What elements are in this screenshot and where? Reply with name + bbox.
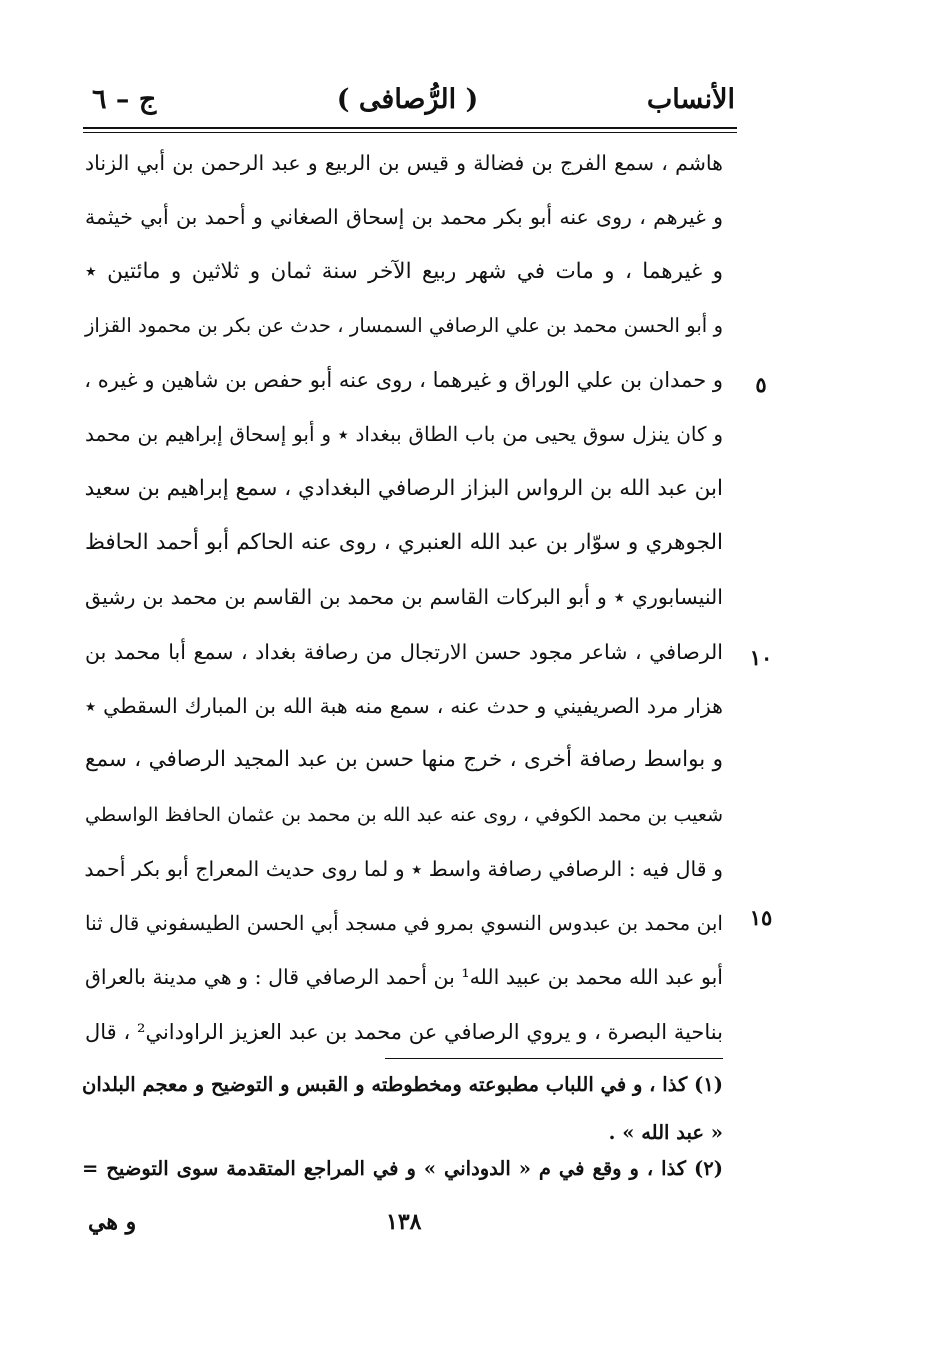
text-line: ابن محمد بن عبدوس النسوي بمرو في مسجد أبي الحسن الطيسفوني قال ثنا <box>85 911 723 936</box>
book-title: الأنساب <box>646 84 735 115</box>
text-line: ابن عبد الله بن الرواس البزاز الرصافي البغدادي ، سمع إبراهيم بن سعيد <box>84 475 723 501</box>
text-line: و بواسط رصافة أخرى ، خرج منها حسن بن عبد المجيد الرصافي ، سمع <box>85 747 723 773</box>
footnote-1: (١) كذا ، و في اللباب مطبوعته ومخطوطته و القبس و التوضيح و معجم البلدان <box>82 1073 723 1096</box>
line-number-10: ١٠ <box>749 645 773 670</box>
text-line: و أبو الحسن محمد بن علي الرصافي السمسار ، حدث عن بكر بن محمود القزاز <box>85 313 723 337</box>
text-line: بناحية البصرة ، و يروي الرصافي عن محمد بن عبد العزيز الراوداني² ، قال <box>85 1019 723 1044</box>
text-line: الرصافي ، شاعر مجود حسن الارتجال من رصافة بغداد ، سمع أبا محمد بن <box>85 639 723 664</box>
footnote-rule <box>385 1058 723 1059</box>
line-number-5: ٥ <box>755 372 767 397</box>
footnote-1-continuation: « عبد الله » . <box>608 1121 723 1144</box>
running-header <box>80 78 735 122</box>
text-line: و غيرهما ، و مات في شهر ربيع الآخر سنة ثمان و ثلاثين و مائتين ٭ <box>85 258 723 284</box>
text-line: هزار مرد الصريفيني و حدث عنه ، سمع منه هبة الله بن المبارك السقطي ٭ <box>85 693 723 718</box>
text-line: و قال فيه : الرصافي رصافة واسط ٭ و لما روى حديث المعراج أبو بكر أحمد <box>84 856 723 881</box>
header-rule-thick <box>83 127 737 129</box>
line-number-15: ١٥ <box>749 905 773 930</box>
text-line: شعيب بن محمد الكوفي ، روى عنه عبد الله بن محمد بن عثمان الحافظ الواسطي <box>85 803 723 826</box>
catchword: و هي <box>88 1209 137 1235</box>
footnote-2: (٢) كذا ، و وقع في م « الدوداني » و في المراجع المتقدمة سوى التوضيح = <box>82 1157 723 1180</box>
page-number: ١٣٨ <box>386 1209 422 1235</box>
section-title: ( الرُّصافى ) <box>336 84 479 115</box>
text-line: و حمدان بن علي الوراق و غيرهما ، روى عنه أبو حفص بن شاهين و غيره ، <box>84 368 723 393</box>
main-text <box>85 136 723 1059</box>
text-line: هاشم ، سمع الفرج بن فضالة و قيس بن الربيع و عبد الرحمن بن أبي الزناد <box>85 151 723 175</box>
text-line: النيسابوري ٭ و أبو البركات القاسم بن محمد بن القاسم بن محمد بن رشيق <box>85 585 723 610</box>
text-line: و غيرهم ، روى عنه أبو بكر محمد بن إسحاق الصغاني و أحمد بن أبي خيثمة <box>85 205 723 230</box>
text-line: الجوهري و سوّار بن عبد الله العنبري ، روى عنه الحاكم أبو أحمد الحافظ <box>85 530 723 556</box>
text-line: و كان ينزل سوق يحيى من باب الطاق ببغداد ٭ و أبو إسحاق إبراهيم بن محمد <box>85 422 723 447</box>
header-rule-thin <box>83 132 737 133</box>
volume-label: ج – ٦ <box>92 84 157 115</box>
text-line: أبو عبد الله محمد بن عبيد الله¹ بن أحمد الرصافي قال : و هي مدينة بالعراق <box>85 965 723 990</box>
